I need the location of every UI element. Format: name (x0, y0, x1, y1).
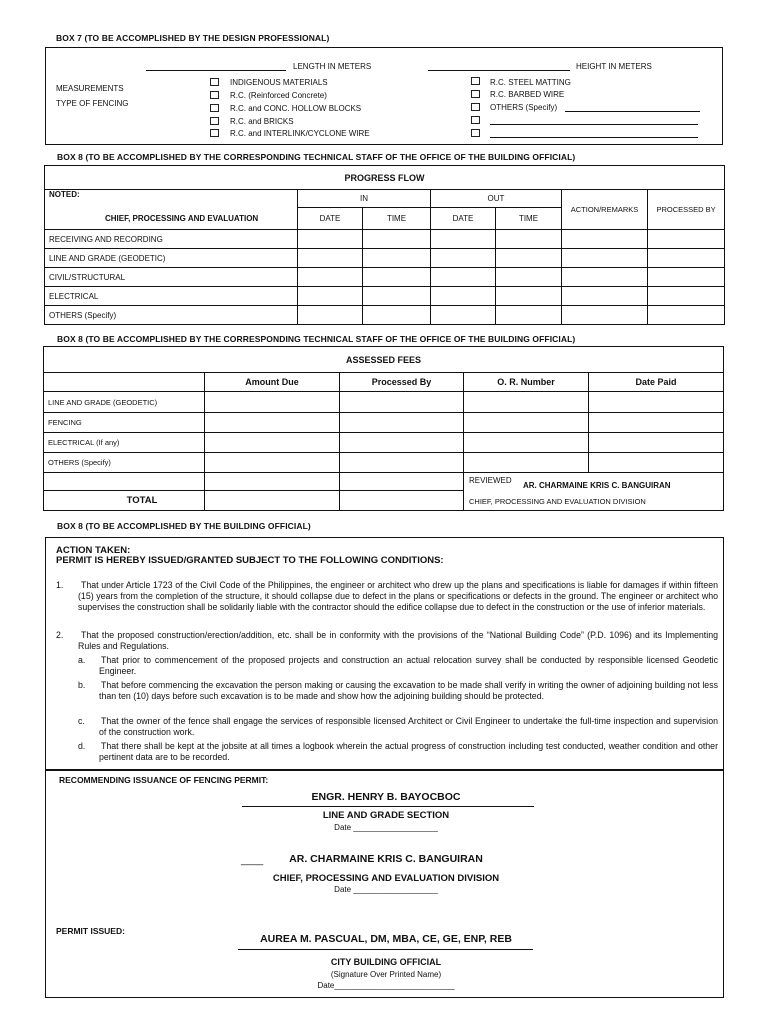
reviewer-title: CHIEF, PROCESSING AND EVALUATION DIVISION (469, 497, 646, 506)
signatory-3-name: AUREA M. PASCUAL, DM, MBA, CE, GE, ENP, REB (260, 933, 512, 945)
signatory-2-prefix: ____ (241, 855, 264, 866)
checkbox-rc[interactable] (210, 91, 219, 99)
table-cell[interactable] (496, 268, 562, 287)
recommending-label: RECOMMENDING ISSUANCE OF FENCING PERMIT: (59, 775, 269, 785)
row-label: LINE AND GRADE (GEODETIC) (45, 249, 298, 268)
table-cell[interactable] (431, 230, 496, 249)
table-cell[interactable] (363, 268, 431, 287)
chief-label: CHIEF, PROCESSING AND EVALUATION (45, 208, 298, 230)
permit-issued-label: PERMIT ISSUED: (56, 926, 125, 936)
table-cell[interactable] (340, 392, 464, 413)
table-cell[interactable] (298, 287, 363, 306)
reviewer-name: AR. CHARMAINE KRIS C. BANGUIRAN (523, 481, 671, 490)
table-cell[interactable] (648, 230, 725, 249)
fee-row-label: OTHERS (Specify) (44, 453, 205, 473)
fees-blank-header (44, 373, 205, 392)
progress-flow-title: PROGRESS FLOW (45, 166, 725, 190)
table-cell[interactable] (496, 230, 562, 249)
box7-header: BOX 7 (TO BE ACCOMPLISHED BY THE DESIGN PROFESSIONAL) (56, 33, 330, 43)
height-input[interactable] (428, 70, 570, 71)
height-label: HEIGHT IN METERS (576, 62, 652, 71)
total-label: TOTAL (44, 491, 205, 511)
option-rc: R.C. (Reinforced Concrete) (230, 91, 327, 100)
option-rc-cyclone: R.C. and INTERLINK/CYCLONE WIRE (230, 129, 370, 138)
length-label: LENGTH IN METERS (293, 62, 372, 71)
table-cell[interactable] (562, 306, 648, 325)
table-cell[interactable] (589, 433, 724, 453)
table-cell[interactable] (298, 306, 363, 325)
signatory-1-name: ENGR. HENRY B. BAYOCBOC (311, 791, 461, 803)
table-cell[interactable] (648, 249, 725, 268)
table-cell[interactable] (496, 249, 562, 268)
table-cell[interactable] (298, 268, 363, 287)
signatory-3-title: CITY BUILDING OFFICIAL (330, 957, 442, 967)
total-amount-cell[interactable] (205, 491, 340, 511)
table-cell[interactable] (464, 453, 589, 473)
sub-b-text: That before commencing the excavation the person making or causing the excavation to be made shall verify in writing the owner of adjoining building not less than ten (10) days before such excavation is to be made and show how the adjoining building should be protected. (99, 680, 718, 702)
table-cell[interactable] (340, 433, 464, 453)
table-cell[interactable] (44, 473, 205, 491)
sub-c-text: That the owner of the fence shall engage the services of responsible licensed Architect or Civil Engineer to undertake the full-time inspection and supervision of the construction work. (99, 716, 718, 738)
table-cell[interactable] (205, 392, 340, 413)
fee-row-label: ELECTRICAL (If any) (44, 433, 205, 453)
option-rc-chb: R.C. and CONC. HOLLOW BLOCKS (230, 104, 362, 113)
table-cell[interactable] (464, 392, 589, 413)
in-date-header: DATE (298, 208, 363, 230)
table-cell[interactable] (431, 249, 496, 268)
table-cell[interactable] (589, 392, 724, 413)
table-cell[interactable] (648, 306, 725, 325)
reviewed-label: REVIEWED (469, 476, 512, 485)
table-cell[interactable] (298, 249, 363, 268)
signatory-2-date[interactable]: Date ___________________ (334, 885, 438, 894)
table-cell[interactable] (464, 413, 589, 433)
table-cell[interactable] (431, 287, 496, 306)
checkbox-rc-chb[interactable] (210, 104, 219, 112)
sub-a-key: a. (78, 655, 86, 665)
signature-over-name: (Signature Over Printed Name) (330, 970, 442, 979)
permit-line: PERMIT IS HEREBY ISSUED/GRANTED SUBJECT TO THE FOLLOWING CONDITIONS: (56, 555, 444, 566)
row-label: ELECTRICAL (45, 287, 298, 306)
condition-1-number: 1. (56, 580, 64, 590)
table-cell[interactable] (363, 306, 431, 325)
checkbox-rc-bricks[interactable] (210, 117, 219, 125)
signatory-2-name: AR. CHARMAINE KRIS C. BANGUIRAN (289, 853, 483, 865)
box8-progress-header: BOX 8 (TO BE ACCOMPLISHED BY THE CORRESPONDING TECHNICAL STAFF OF THE OFFICE OF THE BUILDING OFFICIAL) (57, 152, 576, 162)
checkbox-rc-cyclone[interactable] (210, 129, 219, 137)
date-paid-header: Date Paid (589, 373, 724, 392)
action-taken-label: ACTION TAKEN: (56, 545, 131, 556)
in-time-header: TIME (363, 208, 431, 230)
option-others: OTHERS (Specify) (490, 103, 558, 112)
checkbox-blank-2[interactable] (471, 129, 480, 137)
checkbox-indigenous[interactable] (210, 78, 219, 86)
option-rc-bricks: R.C. and BRICKS (230, 117, 294, 126)
box7-container (45, 47, 723, 145)
row-label: OTHERS (Specify) (45, 306, 298, 325)
signatures-box (45, 770, 724, 998)
box8-fees-header: BOX 8 (TO BE ACCOMPLISHED BY THE CORRESPONDING TECHNICAL STAFF OF THE OFFICE OF THE BUILDING OFFICIAL) (57, 334, 576, 344)
table-cell[interactable] (205, 413, 340, 433)
sub-a-text: That prior to commencement of the proposed projects and construction an actual relocation survey shall be conducted by responsible licensed Geodetic Engineer. (99, 655, 718, 677)
signatory-1-title: LINE AND GRADE SECTION (322, 810, 450, 821)
table-cell[interactable] (589, 413, 724, 433)
table-cell[interactable] (589, 453, 724, 473)
measurements-label: MEASUREMENTS (56, 84, 124, 93)
condition-1-text: That under Article 1723 of the Civil Code of the Philippines, the engineer or architect who drew up the plans and specifications is liable for damages if within fifteen (15) years from the completion of the structure, it should collapse due to defect in the plans or specifications or defects in the ground. The engineer or architect who supervises the construction shall be solidarily liable with the contractor should the edifice collapse due to defect in the construction or the use of inferior materials. (78, 580, 718, 613)
table-cell[interactable] (340, 491, 464, 511)
table-cell[interactable] (431, 268, 496, 287)
table-cell[interactable] (340, 413, 464, 433)
sub-b-key: b. (78, 680, 86, 690)
checkbox-barbed-wire[interactable] (471, 90, 480, 98)
table-cell[interactable] (363, 287, 431, 306)
table-cell[interactable] (648, 268, 725, 287)
out-time-header: TIME (496, 208, 562, 230)
noted-label: NOTED: (45, 190, 298, 208)
option-indigenous: INDIGENOUS MATERIALS (230, 78, 328, 87)
table-cell[interactable] (496, 287, 562, 306)
table-cell[interactable] (205, 433, 340, 453)
signatory-1-date[interactable]: Date ___________________ (334, 823, 438, 832)
sub-c-key: c. (78, 716, 85, 726)
sub-d-key: d. (78, 741, 86, 751)
row-label: CIVIL/STRUCTURAL (45, 268, 298, 287)
sub-d-text: That there shall be kept at the jobsite at all times a logbook wherein the actual progress of construction including test conducted, weather condition and other pertinent data are to be recorded. (99, 741, 718, 763)
row-label: RECEIVING AND RECORDING (45, 230, 298, 249)
condition-2-text: That the proposed construction/erection/addition, etc. shall be in conformity with the provisions of the “National Building Code” (P.D. 1096) and its Implementing Rules and Regulations. (78, 630, 718, 652)
length-input[interactable] (146, 70, 286, 71)
checkbox-blank-1[interactable] (471, 116, 480, 124)
table-cell[interactable] (562, 230, 648, 249)
signature-line-1[interactable] (242, 806, 534, 807)
amount-due-header: Amount Due (205, 373, 340, 392)
or-number-header: O. R. Number (464, 373, 589, 392)
table-cell[interactable] (205, 453, 340, 473)
signatory-2-title: CHIEF, PROCESSING AND EVALUATION DIVISION (272, 873, 500, 884)
fee-row-label: FENCING (44, 413, 205, 433)
fee-row-label: LINE AND GRADE (GEODETIC) (44, 392, 205, 413)
table-cell[interactable] (648, 287, 725, 306)
table-cell[interactable] (340, 473, 464, 491)
signature-line-3[interactable] (238, 949, 533, 950)
condition-2-number: 2. (56, 630, 64, 640)
option-barbed-wire: R.C. BARBED WIRE (490, 90, 565, 99)
table-cell[interactable] (562, 249, 648, 268)
checkbox-steel-matting[interactable] (471, 77, 480, 85)
type-of-fencing-label: TYPE OF FENCING (56, 99, 129, 108)
action-remarks-header: ACTION/REMARKS (562, 190, 648, 230)
progress-flow-table (44, 165, 725, 325)
processed-by-col-header: Processed By (340, 373, 464, 392)
blank-input-1[interactable] (490, 124, 698, 125)
table-cell[interactable] (363, 249, 431, 268)
table-cell[interactable] (363, 230, 431, 249)
table-cell[interactable] (340, 453, 464, 473)
table-cell[interactable] (562, 268, 648, 287)
conditions-box (45, 537, 724, 770)
assessed-fees-title: ASSESSED FEES (44, 347, 724, 373)
processed-by-header: PROCESSED BY (648, 190, 725, 230)
table-cell[interactable] (431, 306, 496, 325)
reviewed-cell (464, 473, 724, 511)
checkbox-others[interactable] (471, 103, 480, 111)
table-cell[interactable] (298, 230, 363, 249)
others-specify-input[interactable] (565, 111, 700, 112)
box8-official-header: BOX 8 (TO BE ACCOMPLISHED BY THE BUILDING OFFICIAL) (57, 521, 311, 531)
table-cell[interactable] (562, 287, 648, 306)
out-header: OUT (431, 190, 562, 208)
blank-input-2[interactable] (490, 137, 698, 138)
assessed-fees-table (43, 346, 724, 511)
table-cell[interactable] (496, 306, 562, 325)
table-cell[interactable] (464, 433, 589, 453)
out-date-header: DATE (431, 208, 496, 230)
signatory-3-date[interactable]: Date___________________________ (317, 981, 455, 990)
table-cell[interactable] (205, 473, 340, 491)
option-steel-matting: R.C. STEEL MATTING (490, 78, 571, 87)
in-header: IN (298, 190, 431, 208)
